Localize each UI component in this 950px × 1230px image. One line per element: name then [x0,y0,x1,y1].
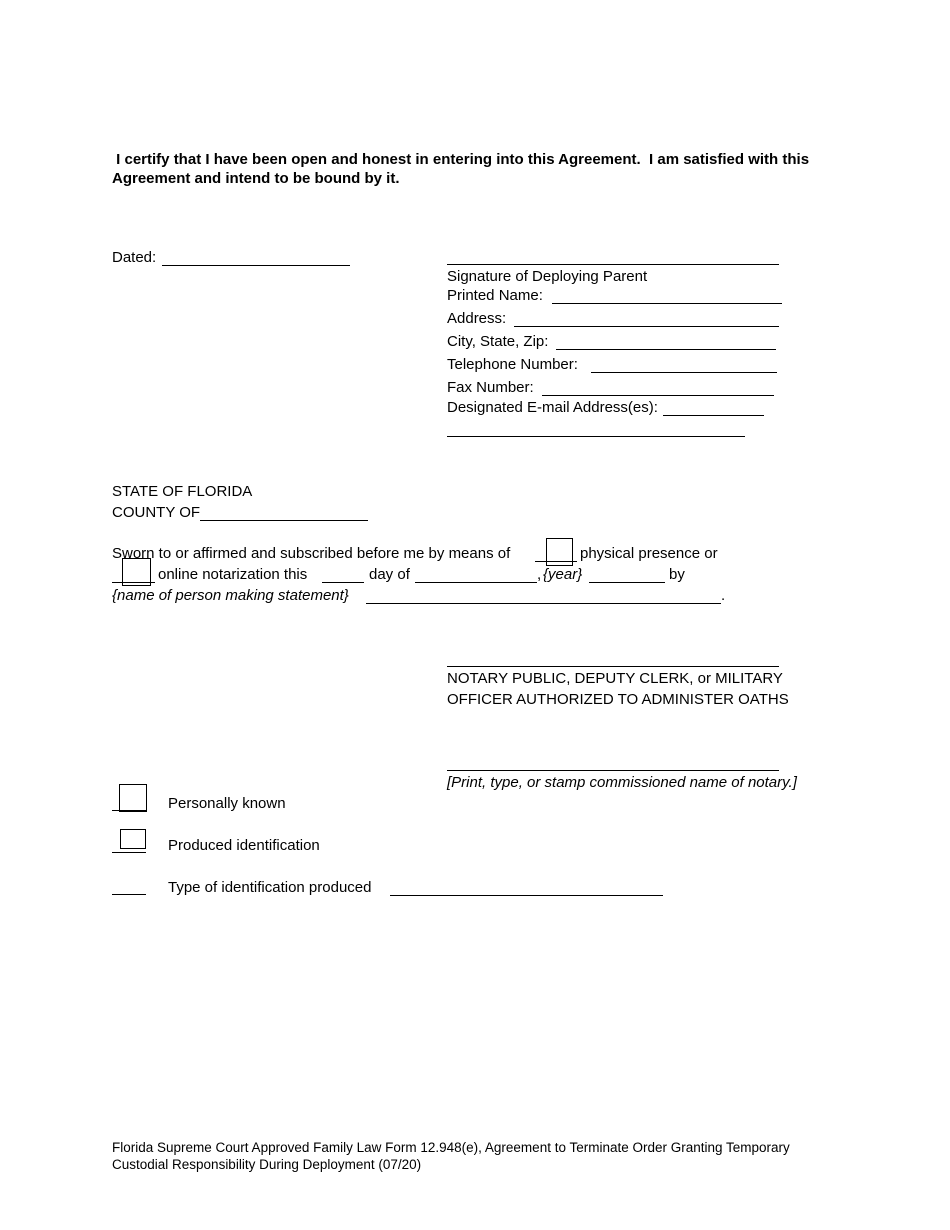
personally-known-checkbox[interactable] [119,784,147,812]
physical-presence-label: physical presence or [580,545,718,562]
email-label: Designated E-mail Address(es): [447,399,658,416]
produced-identification-label: Produced identification [168,837,320,854]
day-of-label: day of [369,566,410,583]
stamp-caption: [Print, type, or stamp commissioned name of notary.] [447,774,797,791]
day-field[interactable] [322,582,364,583]
footer-line-2: Custodial Responsibility During Deployment (07/20) [112,1157,422,1172]
month-field[interactable] [415,582,537,583]
officer-line-1: NOTARY PUBLIC, DEPUTY CLERK, or MILITARY [447,670,783,687]
signature-caption: Signature of Deploying Parent [447,268,648,285]
name-field[interactable] [366,603,721,604]
type-identification-field[interactable] [390,895,663,896]
city-state-zip-field[interactable] [556,349,776,350]
dated-label: Dated: [112,249,157,266]
dated-field[interactable] [162,265,350,266]
sworn-text: Sworn to or affirmed and subscribed before me by means of [112,545,511,562]
city-state-zip-label: City, State, Zip: [447,333,549,350]
year-placeholder: {year} [543,566,583,583]
email-field[interactable] [663,415,764,416]
personally-known-label: Personally known [168,795,286,812]
address-label: Address: [447,310,507,327]
certification-line-2: Agreement and intend to be bound by it. [112,170,400,187]
notary-stamp-line[interactable] [447,770,779,771]
online-notarization-checkbox[interactable] [122,558,151,586]
type-identification-blank[interactable] [112,894,146,895]
telephone-label: Telephone Number: [447,356,578,373]
produced-identification-checkbox[interactable] [120,829,146,849]
printed-name-label: Printed Name: [447,287,543,304]
address-field[interactable] [514,326,779,327]
produced-identification-blank [112,852,146,853]
signature-line[interactable] [447,264,779,265]
telephone-field[interactable] [591,372,777,373]
fax-label: Fax Number: [447,379,534,396]
officer-line-2: OFFICER AUTHORIZED TO ADMINISTER OATHS [447,691,789,708]
county-label: COUNTY OF [112,504,201,521]
year-field[interactable] [589,582,665,583]
physical-presence-checkbox[interactable] [546,538,573,566]
email-field-continuation[interactable] [447,436,745,437]
by-label: by [669,566,685,583]
fax-field[interactable] [542,395,774,396]
certification-line-1: I certify that I have been open and honest in entering into this Agreement. I am satisfied with this [112,151,810,168]
type-identification-label: Type of identification produced [168,879,372,896]
printed-name-field[interactable] [552,303,782,304]
state-label: STATE OF FLORIDA [112,483,253,500]
notary-signature-line[interactable] [447,666,779,667]
county-field[interactable] [200,520,368,521]
footer-line-1: Florida Supreme Court Approved Family Law Form 12.948(e), Agreement to Terminate Order Granting Temporary [112,1140,790,1155]
online-notarization-label: online notarization this [158,566,308,583]
name-placeholder: {name of person making statement} [112,587,349,604]
